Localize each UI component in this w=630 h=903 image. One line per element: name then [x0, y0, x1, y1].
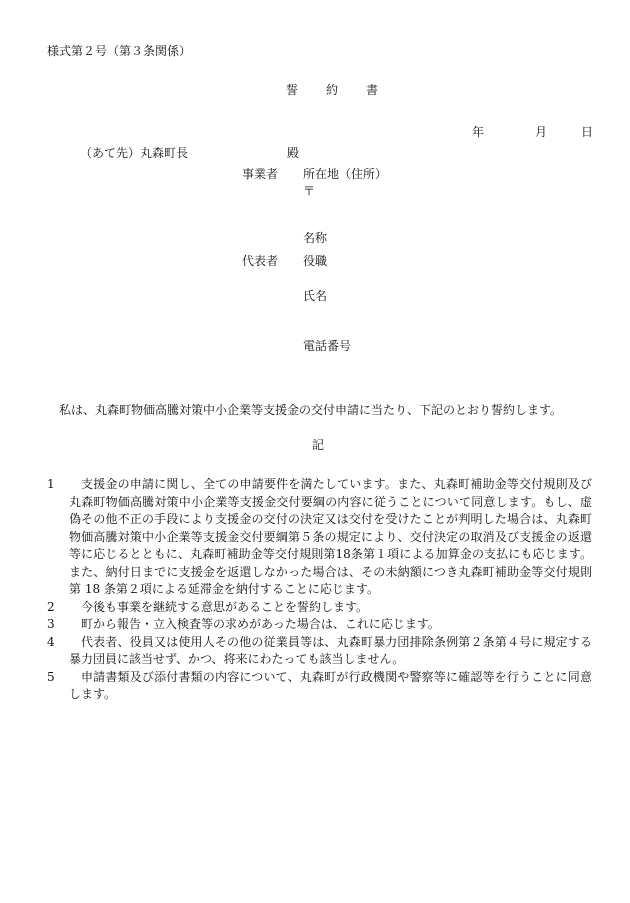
position-label: 役職 — [303, 254, 328, 268]
date-day: 日 — [581, 125, 594, 139]
pledge-item — [47, 616, 592, 634]
ki-heading: 記 — [312, 438, 325, 452]
item-number: 1 — [47, 477, 55, 491]
addressee: （あて先）丸森町長 — [80, 146, 189, 160]
pledge-item — [47, 476, 592, 599]
item-number: 3 — [47, 617, 55, 631]
address-label: 所在地（住所） — [303, 167, 388, 181]
phone-label: 電話番号 — [303, 339, 352, 353]
date-month: 月 — [535, 125, 548, 139]
representative-label: 代表者 — [242, 254, 279, 268]
form-number: 様式第２号（第３条関係） — [47, 44, 192, 58]
pledge-item — [47, 634, 592, 669]
date-year: 年 — [472, 125, 485, 139]
addressee-honorific: 殿 — [287, 146, 300, 160]
pledge-paragraph: 私は、丸森町物価高騰対策中小企業等支援金の交付申請に当たり、下記のとおり誓約します。 — [59, 403, 563, 417]
pledge-items — [47, 476, 592, 704]
item-number: 2 — [47, 599, 55, 614]
person-name-label: 氏名 — [303, 289, 328, 303]
item-text: 今後も事業を継続する意思があることを誓約します。 — [81, 599, 369, 614]
item-number: 4 — [47, 634, 55, 649]
business-label: 事業者 — [242, 167, 279, 181]
postal-mark: 〒 — [303, 184, 316, 198]
item-text: 支援金の申請に関し、全ての申請要件を満たしています。また、丸森町補助金等交付規則及び丸森町物価高騰対策中小企業等支援金交付要綱の内容に従うことについて同意します。もし、虚偽その他不正の手段により支援金の交付の決定又は交付を受けたことが判明した場合は、丸森町物価高騰対策中小企業等支援金交付要綱第５条の規定により、交付決定の取消及び支援金の返還等に応じるとともに、丸森町補助金等交付規則第18条第１項による加算金の支払にも応じます。また、納付日までに支援金を返還しなかった場合は、その未納額につき丸森町補助金等交付規則第 18 条第２項による延滞金を納付することに応じます。 — [69, 477, 592, 596]
item-text: 代表者、役員又は使用人その他の従業員等は、丸森町暴力団排除条例第２条第４号に規定する暴力団員に該当せず、かつ、将来にわたっても該当しません。 — [69, 634, 592, 666]
pledge-item — [47, 669, 592, 704]
pledge-item — [47, 599, 592, 617]
document-title: 誓 約 書 — [286, 83, 387, 97]
business-name-label: 名称 — [303, 231, 328, 245]
item-number: 5 — [47, 669, 55, 684]
item-text: 申請書類及び添付書類の内容について、丸森町が行政機関や警察等に確認等を行うことに同意します。 — [69, 669, 592, 701]
item-text: 町から報告・立入検査等の求めがあった場合は、これに応じます。 — [81, 617, 440, 631]
